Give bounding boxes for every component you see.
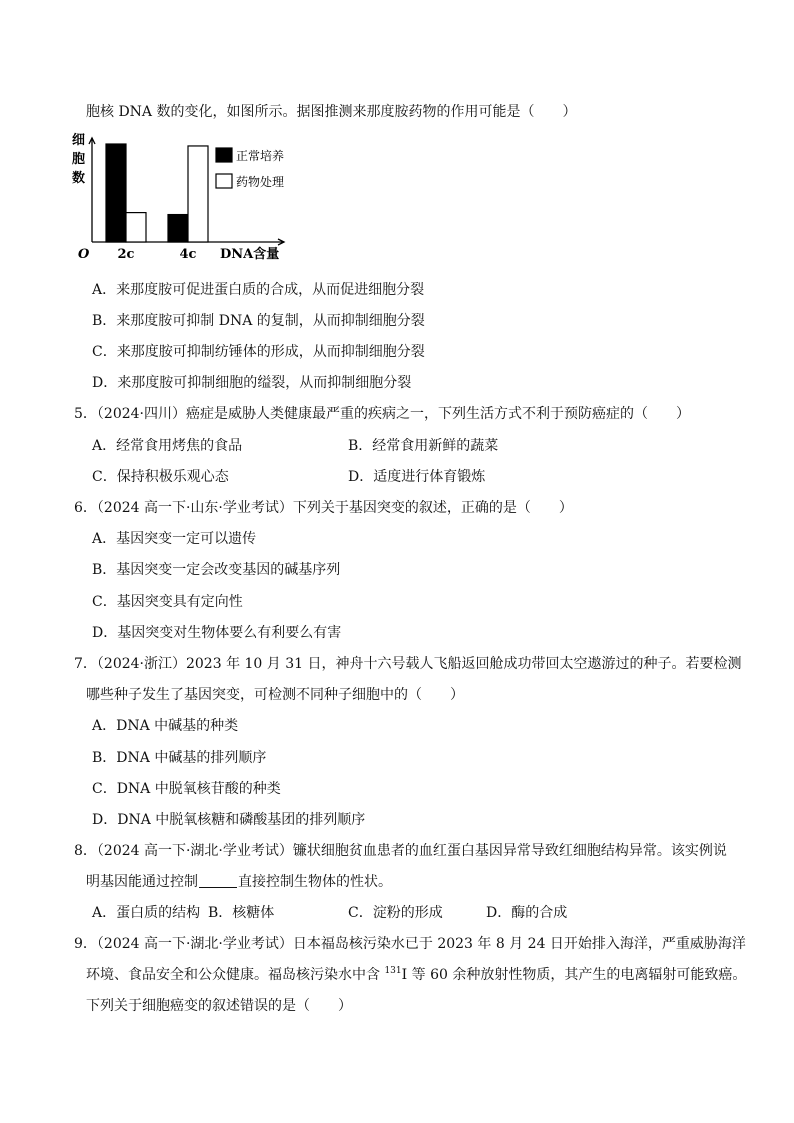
- chart-svg: [68, 130, 308, 262]
- x-tick-label-4c: 4c: [179, 247, 197, 262]
- bar-2c-series-1: [106, 144, 126, 242]
- legend-swatch-2: [216, 174, 232, 188]
- q7-option-c: C．DNA 中脱氧核苷酸的种类: [92, 781, 281, 797]
- x-axis-label: DNA含量: [220, 247, 280, 262]
- q8-stem-line2: [86, 873, 392, 891]
- y-axis-label: 细胞数: [72, 133, 86, 186]
- q5-option-c: C．保持积极乐观心态: [92, 469, 229, 485]
- q4-option-c: C．来那度胺可抑制纺锤体的形成，从而抑制细胞分裂: [92, 344, 425, 360]
- q7-stem-line1: 7．（2024·浙江）2023 年 10 月 31 日，神舟十六号载人飞船返回舱成功带回太空遨游过的种子。若要检测: [74, 656, 742, 672]
- bar-2c-series-2: [126, 213, 146, 242]
- q8-stem-line1: 8．（2024 高一下·湖北·学业考试）镰状细胞贫血患者的血红蛋白基因异常导致红细胞结构异常。该实例说: [74, 843, 727, 859]
- q6-option-a: A．基因突变一定可以遗传: [92, 531, 257, 547]
- q8-option-a: A．蛋白质的结构: [92, 905, 201, 921]
- q7-option-a: A．DNA 中碱基的种类: [92, 718, 239, 734]
- bar-4c-series-2: [188, 146, 208, 242]
- q5-option-a: A．经常食用烤焦的食品: [92, 438, 243, 454]
- x-tick-label-2c: 2c: [117, 247, 135, 262]
- q9-stem-line3: 下列关于细胞癌变的叙述错误的是（ ）: [86, 998, 352, 1014]
- q8-stem-part-a: 明基因能通过控制: [86, 874, 198, 890]
- q5-stem: 5．（2024·四川）癌症是威胁人类健康最严重的疾病之一，下列生活方式不利于预防癌症的（ ）: [74, 406, 690, 422]
- q7-stem-line2: 哪些种子发生了基因突变，可检测不同种子细胞中的（ ）: [86, 687, 464, 703]
- q9-stem-part-c: I 等 60 余种放射性物质，其产生的电离辐射可能致癌。: [401, 967, 747, 983]
- q9-stem-line1: 9．（2024 高一下·湖北·学业考试）日本福岛核污染水已于 2023 年 8 月 24 日开始排入海洋，严重威胁海洋: [74, 936, 746, 952]
- q4-option-d: D．来那度胺可抑制细胞的缢裂，从而抑制细胞分裂: [92, 375, 412, 391]
- q8-option-b: B．核糖体: [208, 905, 275, 921]
- q8-option-c: C．淀粉的形成: [348, 905, 443, 921]
- q6-stem: 6．（2024 高一下·山东·学业考试）下列关于基因突变的叙述，正确的是（ ）: [74, 500, 573, 516]
- q7-option-b: B．DNA 中碱基的排列顺序: [92, 750, 267, 766]
- legend-swatch-1: [216, 148, 232, 162]
- q8-fill-blank: [199, 873, 237, 888]
- q8-stem-part-b: 直接控制生物体的性状。: [238, 874, 392, 890]
- q8-option-d: D．酶的合成: [486, 905, 568, 921]
- q5-option-d: D．适度进行体育锻炼: [348, 469, 486, 485]
- dna-content-bar-chart: [68, 130, 308, 262]
- q4-option-b: B．来那度胺可抑制 DNA 的复制，从而抑制细胞分裂: [92, 313, 425, 329]
- legend-label-1: 正常培养: [236, 149, 285, 163]
- bar-4c-series-1: [168, 215, 188, 242]
- q4-option-a: A．来那度胺可促进蛋白质的合成，从而促进细胞分裂: [92, 282, 425, 298]
- isotope-mass-number: 131: [384, 966, 402, 976]
- q5-option-b: B．经常食用新鲜的蔬菜: [348, 438, 499, 454]
- q7-option-d: D．DNA 中脱氧核糖和磷酸基团的排列顺序: [92, 812, 366, 828]
- intro-line: 胞核 DNA 数的变化，如图所示。据图推测来那度胺药物的作用可能是（ ）: [86, 104, 577, 120]
- q9-stem-part-a: 环境、食品安全和公众健康。福岛核污染水中含: [86, 967, 380, 983]
- q6-option-b: B．基因突变一定会改变基因的碱基序列: [92, 562, 341, 578]
- q9-stem-line2: [86, 966, 746, 984]
- legend-label-2: 药物处理: [236, 175, 285, 189]
- origin-label: O: [78, 247, 90, 262]
- q6-option-d: D．基因突变对生物体要么有利要么有害: [92, 625, 342, 641]
- q6-option-c: C．基因突变具有定向性: [92, 594, 243, 610]
